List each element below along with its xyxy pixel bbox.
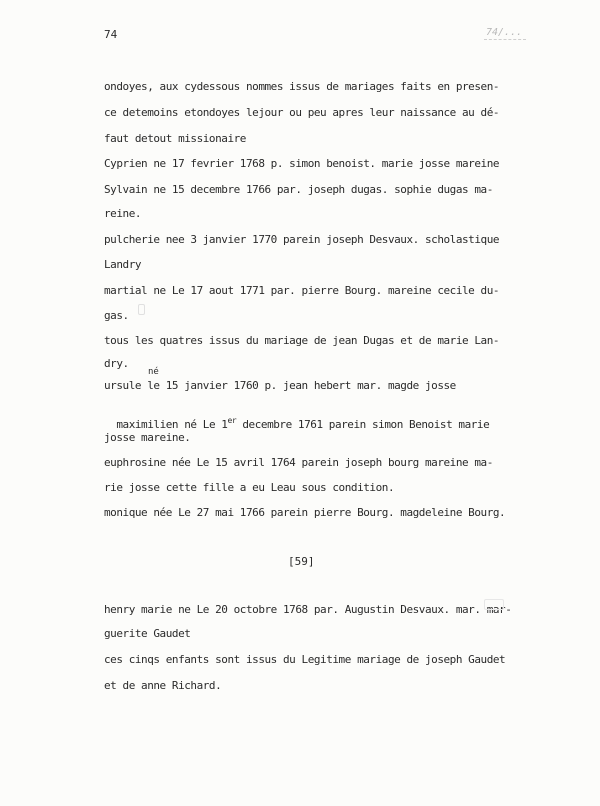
text-line: monique née Le 27 mai 1766 parein pierre Bourg. magdeleine Bourg. [104,506,506,519]
line-start: maximilien né Le 1 [116,418,228,431]
text-line: martial ne Le 17 aout 1771 par. pierre Bourg. mareine cecile du- [104,284,500,297]
interlinear-insertion: né [148,367,159,377]
line-tail: decembre 1761 parein simon Benoist marie [236,418,490,431]
edge-mark [484,599,504,610]
text-line: rie josse cette fille a eu Leau sous condition. [104,481,395,494]
text-line: pulcherie nee 3 janvier 1770 parein joseph Desvaux. scholastique [104,233,500,246]
text-line: reine. [104,207,142,220]
text-line: dry. [104,357,129,370]
text-line: Landry [104,258,142,271]
text-line: ursule le 15 janvier 1760 p. jean hebert mar. magde josse [104,379,456,392]
archive-stamp: 74/... [484,27,526,40]
section-marker: [59] [288,555,315,568]
text-line: guerite Gaudet [104,627,191,640]
text-line: tous les quatres issus du mariage de jean Dugas et de marie Lan- [104,334,500,347]
text-line: ondoyes, aux cydessous nommes issus de mariages faits en presen- [104,80,500,93]
superscript-er: er [227,416,237,425]
text-line: Sylvain ne 15 decembre 1766 par. joseph dugas. sophie dugas ma- [104,183,493,196]
text-line: ces cinqs enfants sont issus du Legitime mariage de joseph Gaudet [104,653,506,666]
text-line: ce detemoins etondoyes lejour ou peu apres leur naissance au dé- [104,106,500,119]
text-line: faut detout missionaire [104,132,246,145]
text-line: josse mareine. [104,431,191,444]
text-line: euphrosine née Le 15 avril 1764 parein joseph bourg mareine ma- [104,456,493,469]
edge-mark [138,304,145,315]
text-line: gas. [104,309,129,322]
text-line [104,403,489,431]
text-line: et de anne Richard. [104,679,222,692]
page-number: 74 [104,28,118,41]
text-line: henry marie ne Le 20 octobre 1768 par. Augustin Desvaux. mar. mar- [104,603,512,616]
text-line: Cyprien ne 17 fevrier 1768 p. simon benoist. marie josse mareine [104,157,500,170]
